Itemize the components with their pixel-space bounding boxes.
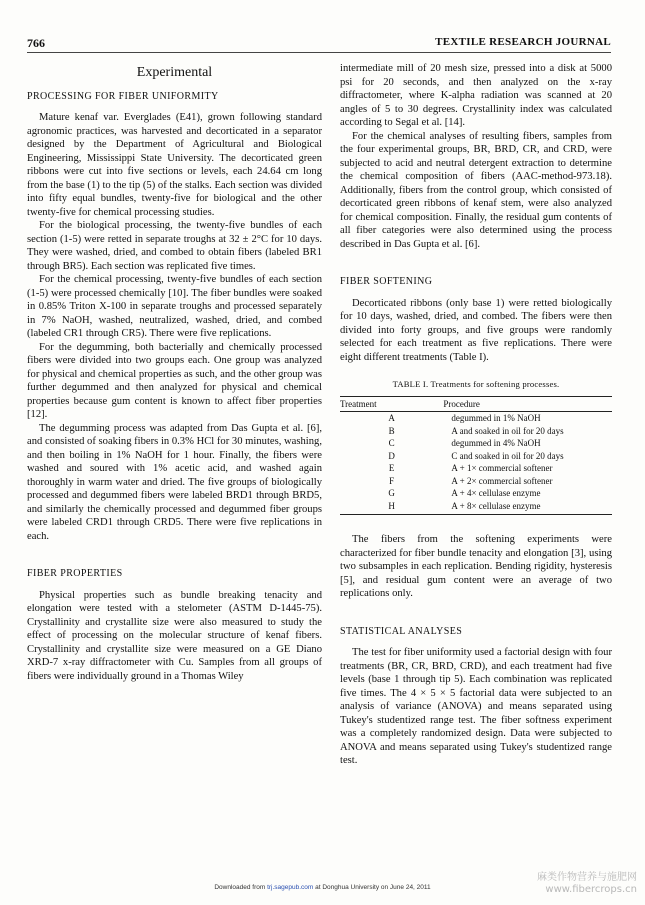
watermark-line-2: www.fibercrops.cn	[545, 884, 637, 895]
paragraph: Mature kenaf var. Everglades (E41), grown following standard agronomic practices, was harvested and decorticated in a separator designed by the Department of Agricultural and Biological Engineering, Mississippi State University. The decorticated green ribbons were cut into five sections or levels, each 24.64 cm long from the base (1) to the tip (5) of the stalks. Each section was divided into fifty equal bundles, twenty-five for biological and the other twenty-five for chemical processing studies.	[27, 112, 322, 218]
table-cell-procedure: degummed in 4% NaOH	[451, 438, 541, 448]
subheading-statistical-analyses: STATISTICAL ANALYSES	[340, 625, 463, 637]
spacer	[340, 601, 612, 615]
table-cell-procedure: A + 4× cellulase enzyme	[451, 488, 541, 498]
table-cell-treatment: F	[389, 475, 395, 486]
table-cell-procedure: A and soaked in oil for 20 days	[451, 425, 564, 436]
table-cell-procedure: degummed in 1% NaOH	[451, 413, 541, 423]
table-cell-procedure: C and soaked in oil for 20 days	[451, 450, 564, 461]
table-row	[340, 462, 612, 475]
subheading-fiber-softening: FIBER SOFTENING	[340, 276, 433, 287]
watermark-line-1: 麻类作物营养与施肥网	[537, 872, 637, 883]
page-number: 766	[27, 36, 45, 50]
table-cell-treatment: H	[340, 500, 443, 515]
footer-prefix: Downloaded from	[214, 884, 268, 891]
subheading-fiber-properties: FIBER PROPERTIES	[27, 568, 123, 579]
header-rule	[27, 52, 611, 53]
table-row	[340, 437, 612, 450]
table-row	[340, 450, 612, 463]
table-caption: TABLE I. Treatments for softening processes.	[392, 379, 560, 389]
footer-link[interactable]: trj.sagepub.com	[267, 884, 314, 891]
spacer	[27, 543, 322, 557]
paragraph: Decorticated ribbons (only base 1) were retted biologically for 10 days, washed, dried, and combed. The fibers were then divided into forty groups, and five groups were randomly selected for each treatment as five replications. There were eight different treatments (Table I).	[340, 297, 612, 363]
paragraph: The fibers from the softening experiments were characterized for fiber bundle tenacity and elongation [3], using two subsamples in each replication. Bending rigidity, hysteresis [5], and residual gum content were an average of two replications only.	[340, 534, 612, 599]
table-cell-treatment: G	[388, 488, 395, 498]
journal-title: TEXTILE RESEARCH JOURNAL	[435, 36, 611, 48]
subheading-fiber-uniformity: PROCESSING FOR FIBER UNIFORMITY	[27, 90, 219, 102]
table-header-treatment: Treatment	[340, 396, 443, 412]
paragraph: For the degumming, both bacterially and chemically processed fibers were divided into two groups each. One group was analyzed for physical and chemical properties as such, and the other group was further degummed and then analyzed for physical and chemical properties because gum content is known to affect fiber properties [12].	[27, 341, 322, 420]
table-row	[340, 487, 612, 500]
paragraph: The degumming process was adapted from Das Gupta et al. [6], and consisted of soaking fibers in 0.3% HCl for 30 minutes, washing, and then boiling in 1% NaOH for 1 hour. Finally, the fibers were washed and soured with 1% acetic acid, and washed again thoroughly in warm water and dried. The five groups of biologically processed and degummed fibers were labeled BRD1 through BRD5, and similarly the chemically processed and degummed fiber groups were labeled CRD1 through CRD5. There were five replications in each.	[27, 422, 322, 542]
table-cell-procedure: A + 8× cellulase enzyme	[443, 500, 612, 515]
footer-suffix: at Donghua University on June 24, 2011	[313, 884, 431, 891]
section-title: Experimental	[136, 65, 213, 80]
table-row	[340, 425, 612, 438]
paragraph: For the chemical analyses of resulting fibers, samples from the four experimental groups, BR, BRD, CR, and CRD, were subjected to acid and neutral detergent extraction to determine the chemical composition of fibers (AAC-method-973.18). Additionally, fibers from the control group, which consisted of decorticated green ribbons of kenaf stem, were also analyzed for chemical composition. Finally, the residual gum contents of all fiber categories were also determined using the process described in Das Gupta et al. [6].	[340, 130, 612, 250]
watermark	[537, 872, 637, 896]
paragraph: intermediate mill of 20 mesh size, pressed into a disk at 5000 psi for 20 seconds, and then analyzed on the x-ray diffractometer, where K-alpha radiation was scanned at 20 angles of 5 to 30 degrees. Crystallinity index was calculated according to Segal et al. [14].	[340, 63, 612, 128]
paragraph: For the biological processing, the twenty-five bundles of each section (1-5) were retted in separate troughs at 32 ± 2°C for 10 days. They were washed, dried, and combed to obtain fibers (labeled BR1 through BR5). Each section was replicated five times.	[27, 220, 322, 272]
table-cell-treatment: A	[388, 413, 395, 423]
table-row	[340, 500, 612, 515]
table-cell-treatment: C	[388, 438, 395, 448]
right-column	[340, 62, 612, 768]
paragraph: The test for fiber uniformity used a factorial design with four treatments (BR, CR, BRD, CRD), and each treatment had five levels (base 1 through tip 5). Each combination was replicated five times. The 4 × 5 × 5 factorial data were subjected to an analysis of variance (ANOVA) and means separated using Tukey's studentized range test. The fiber softness experiment was a completely randomized design. Data were subjected to ANOVA and means separated using Tukey's studentized range test.	[340, 647, 612, 766]
table-cell-procedure: A + 1× commercial softener	[451, 463, 553, 473]
table-treatments	[340, 378, 612, 515]
table-cell-treatment: E	[388, 463, 395, 473]
table-cell-procedure: A + 2× commercial softener	[451, 475, 553, 486]
table-cell-treatment: D	[388, 450, 395, 461]
treatments-table	[340, 396, 612, 516]
paragraph: Physical properties such as bundle breaking tenacity and elongation were tested with a stelometer (ASTM D-1445-75). Crystallinity and crystallite size were also measured to study the effect of processing on the molecular structure of kenaf fibers. Crystallinity and crystallite size were measured on a GE Diano XRD-7 x-ray diffractometer with Cu. Samples from all groups of fibers were individually ground in a Thomas Wiley	[27, 589, 322, 682]
table-header-procedure: Procedure	[443, 396, 612, 412]
table-cell-treatment: B	[388, 425, 395, 436]
spacer	[340, 251, 612, 265]
paragraph: For the chemical processing, twenty-five bundles of each section (1-5) were processed chemically [10]. The fiber bundles were soaked in 0.85% Triton X-100 in separate troughs and processed separately in 7% NaOH, washed, neutralized, washed, dried, and combed (labeled CR1 through CR5). There were five replications.	[27, 274, 322, 339]
table-row	[340, 475, 612, 488]
table-row	[340, 412, 612, 425]
left-column	[27, 62, 322, 683]
